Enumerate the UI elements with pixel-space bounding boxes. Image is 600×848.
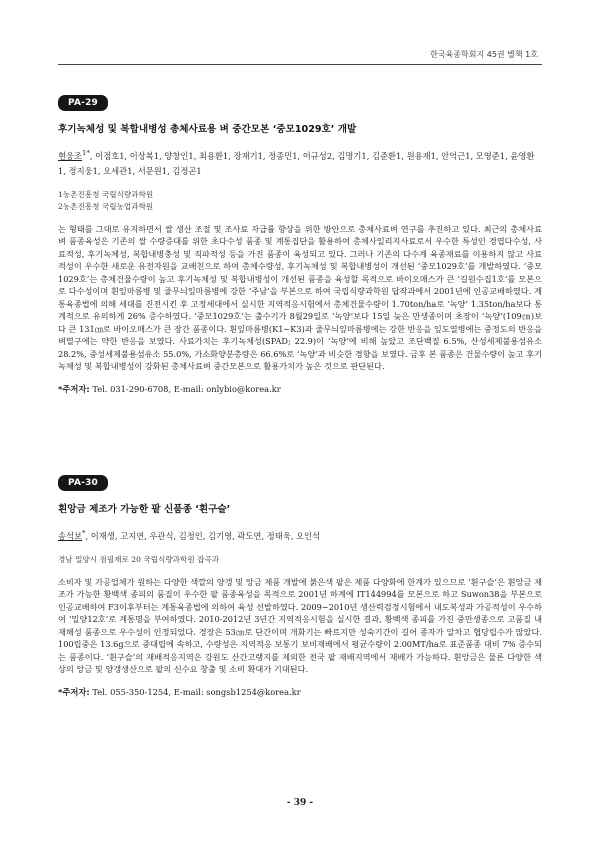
first-author-marks: * [82,529,86,537]
affiliation: 2농촌진흥청 국립농업과학원 [58,201,154,211]
affiliation-list [58,189,542,213]
author-list [58,526,542,544]
abstract-id-badge: PA-30 [58,475,108,491]
header-rule [58,64,542,65]
corresponding-label: *주저자: [58,383,90,394]
affiliation: 1농촌진흥청 국립식량과학원 [58,189,154,199]
corresponding-author [58,686,542,698]
first-author: 송석보 [58,530,83,541]
corresponding-label: *주저자: [58,686,90,697]
abstract-id-badge: PA-29 [58,95,108,111]
corresponding-contact: Tel. 031-290-6708, E-mail: onlybio@korea.kr [92,383,281,394]
affiliation: 경남 밀양시 점필재로 20 국립식량과학원 잡곡과 [58,554,220,564]
affiliation-list [58,554,542,566]
abstract-body: 논 형태를 그대로 유지하면서 쌀 생산 조절 및 조사료 자급률 향상을 위한 방안으로 총체사료벼 연구를 추진하고 있다. 최근의 총체사료벼 품종육성은 기존의 쌀 수량증대를 위한 초다수성 품종 및 계통집단을 활용하여 총체사일리지사료로서 우수한 특성인 경엽다수성, 사료적성, 후기녹체성, 복합내병충성 및 직파적성 등을 가진 품종이 육성되고 있다. 그러나 기존의 다수계 육종재료를 이용하지 않고 사료적성이 우수한 새로운 유전자원을 교배친으로 하여 총체수량성, 후기녹체성 및 복합내병성이 개선된 ‘중모1029호’를 개발하였다. ‘중모1029호’는 총체건물수량이 높고 후기녹체성 및 복합내병성이 개선된 품종을 육성할 목적으로 바이오매스가 큰 ‘길원수집1호’를 모본으로 다수성이며 흰잎마름병 및 줄무늬잎마름병에 강한 ‘주남’을 부본으로 하여 국립식량과학원 답작과에서 2001년에 인공교배하였다. 계통육종법에 의해 세대를 진전시킨 후 고정세대에서 실시한 지역적응시험에서 총체건물수량이 1.70ton/ha로 ‘녹양’ 1.35ton/ha보다 통계적으로 유의하게 26% 증수하였다. ‘중모1029호’는 출수기가 8월29일로 ‘녹양’보다 15일 늦은 만생종이며 초장이 ‘녹양’(109㎝)보다 큰 131㎝로 바이오매스가 큰 장간 품종이다. 흰잎마름병(K1∼K3)과 줄무늬잎마름병에는 강한 반응을 잎도열병에는 중정도의 반응을 벼멸구에는 약한 반응을 보였다. 사료가치는 후기녹체성(SPAD; 22.9)이 ‘녹양’에 비해 높았고 조단백질 6.5%, 산성세제불용섬유소 28.2%, 중성세제불용섬유소 55.0%, 가소화양분총량은 66.6%로 ‘녹양’과 비슷한 경향을 보였다. 금후 본 품종은 건물수량이 높고 후기녹체성 및 복합내병성이 강화된 총체사료벼 중간모본으로 활용가치가 높은 것으로 판단된다. [58,223,542,372]
page-number: - 39 - [286,798,314,808]
abstract-section-pa29 [58,90,542,395]
other-authors: , 이재생, 고지연, 우관식, 김정인, 김기영, 곽도연, 정태욱, 오인석 [85,530,321,541]
author-list [58,146,542,179]
journal-header: 한국육종학회지 45권 별책 1호 [430,50,538,59]
corresponding-author [58,383,542,395]
other-authors: , 이점호1, 이상복1, 양창인1, 최용환1, 장재기1, 정종민1, 이규성2, 김명기1, 김준환1, 원용재1, 안억근1, 모영준1, 윤영환1, 정지웅1, 오세관1, 서문원1, 김정곤1 [58,150,535,176]
abstract-section-pa30 [58,470,542,698]
corresponding-contact: Tel. 055-350-1254, E-mail: songsb1254@korea.kr [92,686,301,697]
abstract-body: 소비자 및 가공업체가 원하는 다양한 색깔의 양갱 및 앙금 제품 개발에 붉은색 팥은 제품 다양화에 한계가 있으므로 ‘흰구슬’은 흰앙금 제조가 가능한 황백색 종피의 품질이 우수한 팥 품종육성을 목적으로 2001년 하계에 IT144994를 모본으로 하고 Suwon38을 부본으로 인공교배하여 F3이후부터는 계통육종법에 의하여 육성 선발하였다. 2009∼2010년 생산력검정시험에서 내도복성과 가공적성이 우수하여 ‘밀양12호’로 계통명을 부여하였다. 2010-2012년 3년간 지역적응시험을 실시한 결과, 황백색 종피를 가진 중만생종으로 고품질 내재해성 품종으로 우수성이 인정되었다. 경장은 53㎝로 단간이며 개화기는 빠르지만 성숙기간이 길어 종자가 알차고 협당립수가 많았다. 100립중은 13.6g으로 중대립에 속하고, 수량성은 지역적응 보통기 보비재배에서 평균수량이 2.00MT/ha로 표준품종 대비 7% 증수되는 품종이다. ‘흰구슬’의 재배적응지역은 강원도 산간고랭지를 제외한 전국 팥 재배지역에서 재배가 가능하다. 흰앙금은 물론 다양한 색상의 앙금 및 양갱생산으로 팥의 신수요 창출 및 소비 확대가 기대된다. [58,576,542,675]
abstract-title: 흰앙금 제조가 가능한 팥 신품종 ‘흰구슬’ [58,504,231,515]
first-author-marks: 1* [82,149,90,157]
abstract-title: 후기녹체성 및 복합내병성 총체사료용 벼 중간모본 ‘중모1029호’ 개발 [58,124,357,135]
first-author: 현웅조 [58,150,83,161]
